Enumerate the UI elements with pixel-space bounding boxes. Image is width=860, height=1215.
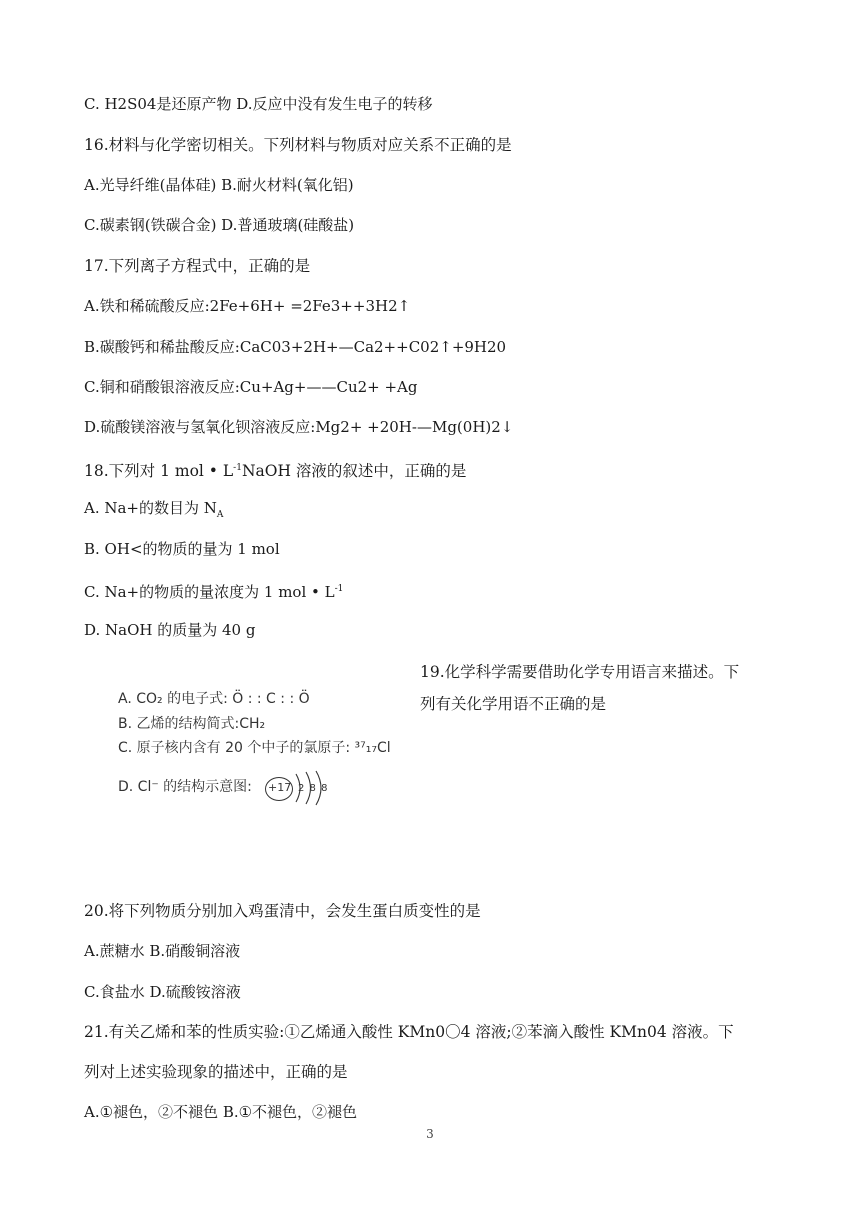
question-18-option-c-superscript: -1 [334, 584, 344, 594]
atom-nucleus-label: +17 [268, 781, 292, 794]
question-18-option-c [84, 579, 343, 602]
question-21-line-1: 21.有关乙烯和苯的性质实验:①乙烯通入酸性 KMn0〇4 溶液;②苯滴入酸性 KMn04 溶液。下 [84, 1023, 734, 1041]
question-18-option-b: B. OH<的物质的量为 1 mol [84, 540, 280, 558]
question-16: 16.材料与化学密切相关。下列材料与物质对应关系不正确的是 [84, 136, 512, 154]
question-19 [420, 656, 790, 720]
question-17-option-a: A.铁和稀硫酸反应:2Fe+6H+ =2Fe3++3H2↑ [84, 297, 411, 315]
figure-option-b: B. 乙烯的结构简式:CH₂ [118, 716, 266, 732]
line-q15c: C. H2S04是还原产物 D.反应中没有发生电子的转移 [84, 95, 433, 113]
question-18 [84, 458, 466, 481]
question-21-line-2: 列对上述实验现象的描述中，正确的是 [84, 1063, 348, 1081]
question-21-options-ab: A.①褪色，②不褪色 B.①不褪色，②褪色 [84, 1103, 358, 1121]
question-19-line-2: 列有关化学用语不正确的是 [420, 695, 607, 713]
question-18-text-post: NaOH 溶液的叙述中，正确的是 [241, 462, 467, 481]
figure-option-c: C. 原子核内含有 20 个中子的氯原子: ³⁷₁₇Cl [118, 740, 391, 756]
question-17-option-c: C.铜和硝酸银溶液反应:Cu+Ag+——Cu2+ +Ag [84, 378, 418, 396]
question-20-options-ab: A.蔗糖水 B.硝酸铜溶液 [84, 942, 241, 960]
question-20: 20.将下列物质分别加入鸡蛋清中，会发生蛋白质变性的是 [84, 902, 481, 920]
question-18-option-a-text: A. Na+的数目为 N [84, 499, 217, 517]
figure-option-d: D. Cl⁻ 的结构示意图: [118, 779, 252, 795]
question-18-option-d: D. NaOH 的质量为 40 g [84, 621, 256, 639]
atom-electron-shells: 2 8 8 [298, 783, 329, 794]
question-18-option-c-text: C. Na+的物质的量浓度为 1 mol • L [84, 583, 335, 601]
question-18-option-a [84, 498, 223, 525]
question-17-option-b: B.碳酸钙和稀盐酸反应:CaC03+2H+—Ca2++C02↑+9H20 [84, 338, 507, 356]
question-19-figure [112, 680, 412, 810]
question-18-text-pre: 18.下列对 1 mol • L [84, 462, 234, 481]
question-18-superscript: -1 [233, 463, 242, 473]
question-20-options-cd: C.食盐水 D.硫酸铵溶液 [84, 983, 241, 1001]
question-19-line-1: 19.化学科学需要借助化学专用语言来描述。下 [420, 663, 740, 681]
question-18-option-a-subscript: A [216, 510, 224, 520]
question-16-options-ab: A.光导纤维(晶体硅) B.耐火材料(氧化铝) [84, 176, 354, 194]
figure-option-a: A. CO₂ 的电子式: Ö : : C : : Ö [118, 691, 310, 707]
page-number: 3 [426, 1127, 434, 1141]
question-17-option-d: D.硫酸镁溶液与氢氧化钡溶液反应:Mg2+ +20H-—Mg(0H)2↓ [84, 418, 514, 436]
question-16-options-cd: C.碳素钢(铁碳合金) D.普通玻璃(硅酸盐) [84, 216, 355, 234]
question-17: 17.下列离子方程式中，正确的是 [84, 257, 311, 275]
